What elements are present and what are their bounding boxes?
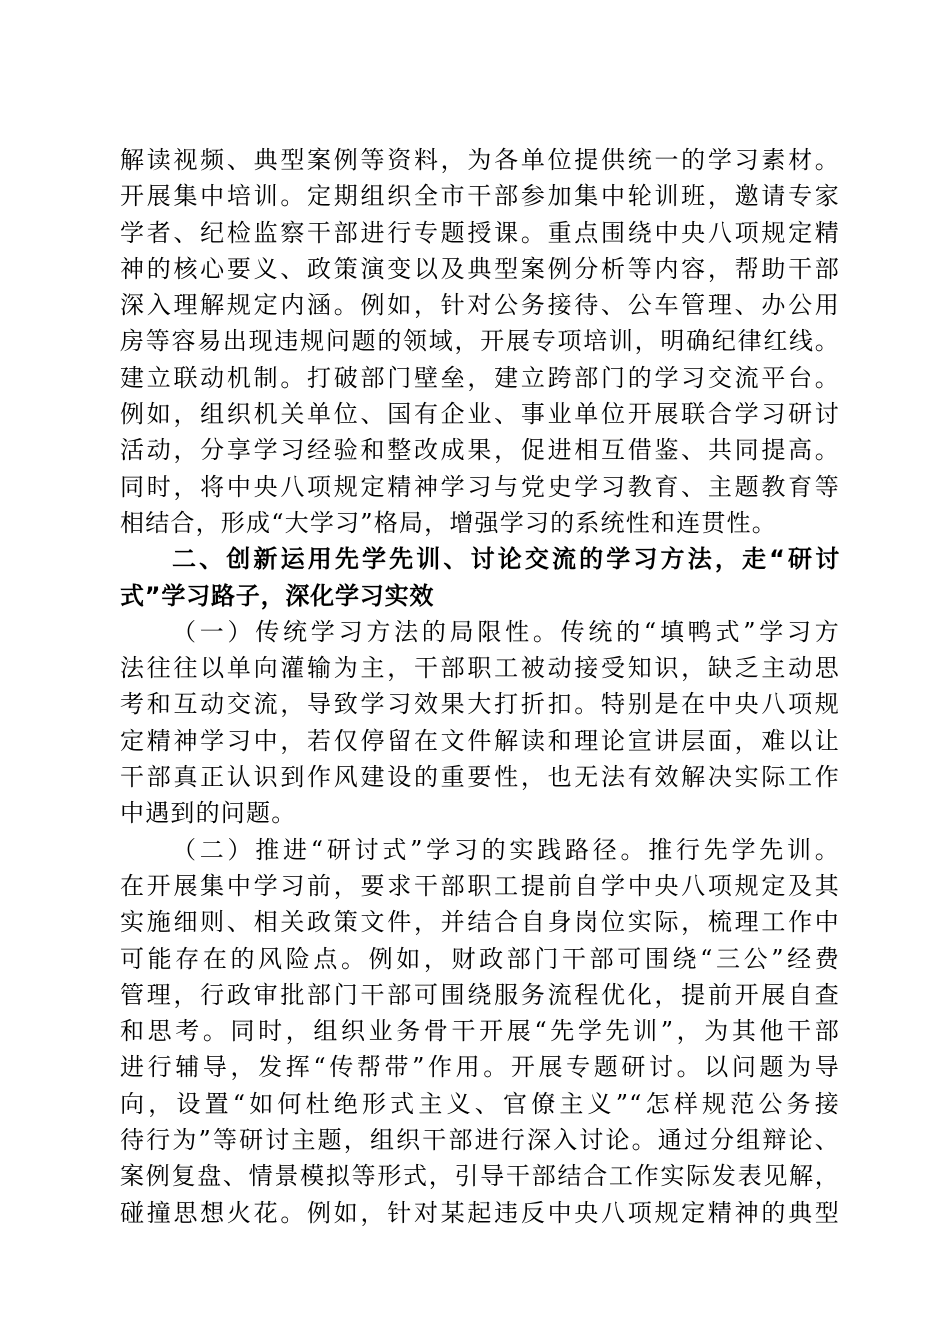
text-line: 实施细则、相关政策文件，并结合自身岗位实际，梳理工作中 <box>120 908 840 937</box>
text-line: 建立联动机制。打破部门壁垒，建立跨部门的学习交流平台。 <box>120 363 840 392</box>
text-line: 待行为”等研讨主题，组织干部进行深入讨论。通过分组辩论、 <box>120 1126 840 1155</box>
section-heading: 二、创新运用先学先训、讨论交流的学习方法，走“研讨 <box>172 545 840 574</box>
text-line: 学者、纪检监察干部进行专题授课。重点围绕中央八项规定精 <box>120 218 840 247</box>
text-line: 进行辅导，发挥“传帮带”作用。开展专题研讨。以问题为导 <box>120 1053 840 1082</box>
text-line: 解读视频、典型案例等资料，为各单位提供统一的学习素材。 <box>120 146 840 174</box>
text-line: 法往往以单向灌输为主，干部职工被动接受知识，缺乏主动思 <box>120 654 840 683</box>
text-line: 干部真正认识到作风建设的重要性，也无法有效解决实际工作 <box>120 763 840 792</box>
subsection-line: （二）推进“研讨式”学习的实践路径。推行先学先训。 <box>172 835 840 864</box>
text-line: 神的核心要义、政策演变以及典型案例分析等内容，帮助干部 <box>120 254 840 283</box>
text-line: 可能存在的风险点。例如，财政部门干部可围绕“三公”经费 <box>120 944 840 973</box>
text-line: 深入理解规定内涵。例如，针对公务接待、公车管理、办公用 <box>120 291 840 320</box>
text-line: 例如，组织机关单位、国有企业、事业单位开展联合学习研讨 <box>120 400 840 429</box>
text-line: 定精神学习中，若仅停留在文件解读和理论宣讲层面，难以让 <box>120 726 840 755</box>
text-line: 同时，将中央八项规定精神学习与党史学习教育、主题教育等 <box>120 472 840 501</box>
text-line: 向，设置“如何杜绝形式主义、官僚主义”“怎样规范公务接 <box>120 1089 840 1118</box>
text-line: 活动，分享学习经验和整改成果，促进相互借鉴、共同提高。 <box>120 436 840 465</box>
text-line: 考和互动交流，导致学习效果大打折扣。特别是在中央八项规 <box>120 690 840 719</box>
subsection-line: （一）传统学习方法的局限性。传统的“填鸭式”学习方 <box>172 617 840 646</box>
text-line: 中遇到的问题。 <box>120 799 297 828</box>
text-line: 和思考。同时，组织业务骨干开展“先学先训”，为其他干部 <box>120 1017 840 1046</box>
text-line: 案例复盘、情景模拟等形式，引导干部结合工作实际发表见解， <box>120 1162 840 1191</box>
section-heading-continued: 式”学习路子，深化学习实效 <box>120 581 435 610</box>
text-line: 相结合，形成“大学习”格局，增强学习的系统性和连贯性。 <box>120 508 777 537</box>
text-line: 开展集中培训。定期组织全市干部参加集中轮训班，邀请专家 <box>120 182 840 211</box>
text-line: 在开展集中学习前，要求干部职工提前自学中央八项规定及其 <box>120 871 840 900</box>
text-line: 碰撞思想火花。例如，针对某起违反中央八项规定精神的典型 <box>120 1198 840 1227</box>
text-line: 管理，行政审批部门干部可围绕服务流程优化，提前开展自查 <box>120 980 840 1009</box>
document-body <box>120 142 840 1231</box>
text-line: 房等容易出现违规问题的领域，开展专项培训，明确纪律红线。 <box>120 327 840 356</box>
